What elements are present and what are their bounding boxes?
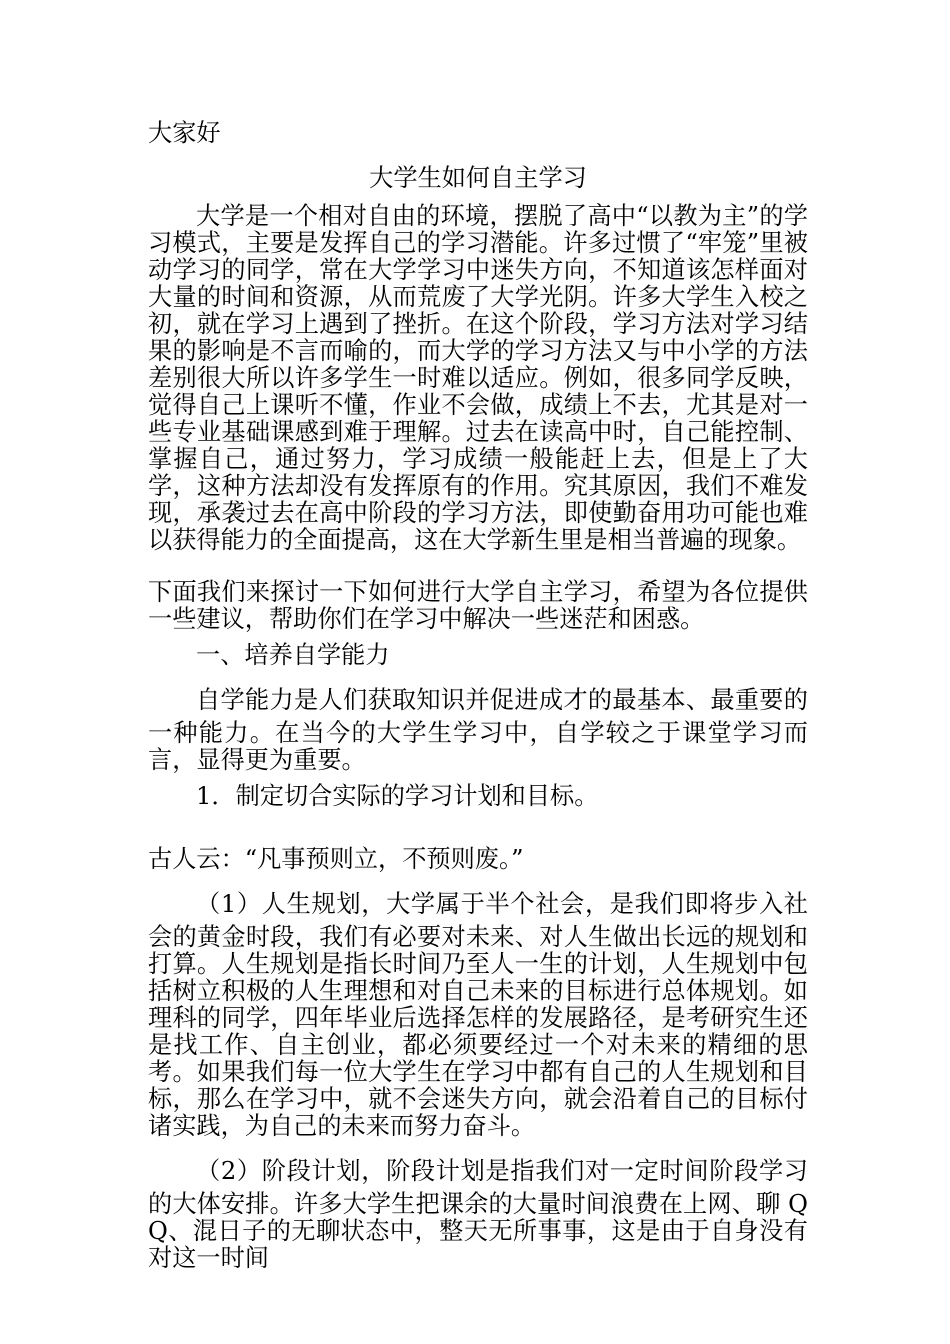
subsection-1-heading: 1．制定切合实际的学习计划和目标。 (196, 782, 599, 810)
document-title: 大学生如何自主学习 (369, 164, 587, 192)
point-1-paragraph: （1）人生规划，大学属于半个社会，是我们即将步入社会的黄金时段，我们有必要对未来、对人生做出长远的规划和打算。人生规划是指长时间乃至人一生的计划，人生规划中包括树立积极的人生理想和对自己未来的目标进行总体规划。如理科的同学，四年毕业后选择怎样的发展路径，是考研究生还是找工作、自主创业，都必须要经过一个对未来的精细的思考。如果我们每一位大学生在学习中都有自己的人生规划和目标，那么在学习中，就不会迷失方向，就会沿着自己的目标付诸实践，为自己的未来而努力奋斗。 (148, 890, 808, 1140)
greeting: 大家好 (148, 119, 221, 147)
quote-line: 古人云：“凡事预则立，不预则废。” (148, 845, 524, 873)
transition-paragraph: 下面我们来探讨一下如何进行大学自主学习，希望为各位提供一些建议，帮助你们在学习中解决一些迷茫和困惑。 (148, 578, 808, 633)
section-1-paragraph: 自学能力是人们获取知识并促进成才的最基本、最重要的一种能力。在当今的大学生学习中，自学较之于课堂学习而言，显得更为重要。 (148, 686, 808, 774)
section-1-heading: 一、培养自学能力 (196, 641, 390, 669)
document-page (148, 120, 808, 1272)
intro-paragraph: 大学是一个相对自由的环境，摆脱了高中“以教为主”的学习模式，主要是发挥自己的学习潜能。许多过惯了“牢笼”里被动学习的同学，常在大学学习中迷失方向，不知道该怎样面对大量的时间和资源，从而荒废了大学光阴。许多大学生入校之初，就在学习上遇到了挫折。在这个阶段，学习方法对学习结果的影响是不言而喻的，而大学的学习方法又与中小学的方法差别很大所以许多学生一时难以适应。例如，很多同学反映，觉得自己上课听不懂，作业不会做，成绩上不去，尤其是对一些专业基础课感到难于理解。过去在读高中时，自己能控制、掌握自己，通过努力，学习成绩一般能赶上去，但是上了大学，这种方法却没有发挥原有的作用。究其原因，我们不难发现，承袭过去在高中阶段的学习方法，即使勤奋用功可能也难以获得能力的全面提高，这在大学新生里是相当普遍的现象。 (148, 202, 808, 554)
point-2-paragraph: （2）阶段计划，阶段计划是指我们对一定时间阶段学习的大体安排。许多大学生把课余的大量时间浪费在上网、聊 QQ、混日子的无聊状态中，整天无所事事，这是由于自身没有对这一时间 (148, 1157, 808, 1272)
